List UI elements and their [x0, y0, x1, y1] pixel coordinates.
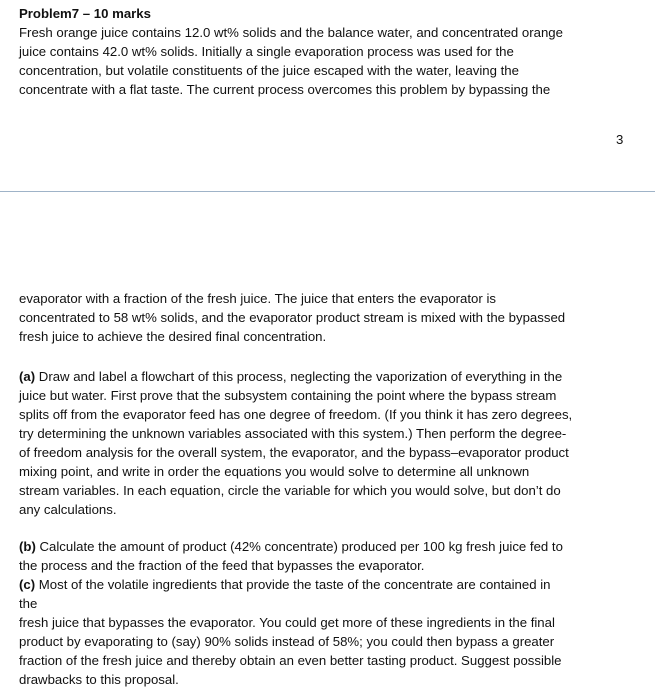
part-b-text: Calculate the amount of product (42% concentrate) produced per 100 kg fresh juice fed to: [35, 539, 563, 554]
text-line: the: [19, 596, 38, 611]
problem-title: Problem7 – 10 marks: [19, 6, 151, 21]
text-line: concentrate with a flat taste. The current process overcomes this problem by bypassing the: [19, 82, 551, 97]
part-c-first-line: [19, 575, 631, 594]
part-a-label: (a): [19, 369, 36, 384]
text-line: product by evaporating to (say) 90% solids instead of 58%; you could then bypass a greater: [19, 634, 555, 649]
text-line: drawbacks to this proposal.: [19, 672, 179, 687]
text-line: try determining the unknown variables associated with this system.) Then perform the degree-: [19, 426, 567, 441]
part-c-label: (c): [19, 577, 36, 592]
part-a-text: Draw and label a flowchart of this process, neglecting the vaporization of everything in the: [35, 369, 563, 384]
text-line: stream variables. In each equation, circle the variable for which you would solve, but don’t do: [19, 483, 561, 498]
text-line: evaporator with a fraction of the fresh juice. The juice that enters the evaporator is: [19, 291, 496, 306]
text-line: fresh juice that bypasses the evaporator. You could get more of these ingredients in the final: [19, 615, 555, 630]
text-line: juice contains 42.0 wt% solids. Initially a single evaporation process was used for the: [19, 44, 514, 59]
text-line: Fresh orange juice contains 12.0 wt% solids and the balance water, and concentrated orange: [19, 25, 563, 40]
text-line: juice but water. First prove that the subsystem containing the point where the bypass stream: [19, 388, 557, 403]
parts-b-c-paragraph: [19, 537, 631, 689]
text-line: concentrated to 58 wt% solids, and the evaporator product stream is mixed with the bypassed: [19, 310, 566, 325]
text-line: mixing point, and write in order the equations you would solve to determine all unknown: [19, 464, 530, 479]
text-line: fresh juice to achieve the desired final concentration.: [19, 329, 327, 344]
document-page-1: [0, 0, 655, 190]
text-line: of freedom analysis for the overall system, the evaporator, and the bypass–evaporator product: [19, 445, 569, 460]
part-b-first-line: [19, 537, 631, 556]
part-b-label: (b): [19, 539, 36, 554]
text-line: the process and the fraction of the feed that bypasses the evaporator.: [19, 558, 425, 573]
part-c-text: Most of the volatile ingredients that provide the taste of the concentrate are contained in: [35, 577, 551, 592]
part-a-first-line: [19, 367, 631, 386]
problem-intro-paragraph: [19, 23, 631, 99]
part-a-paragraph: [19, 367, 631, 519]
text-line: concentration, but volatile constituents of the juice escaped with the water, leaving the: [19, 63, 519, 78]
text-line: any calculations.: [19, 502, 117, 517]
page-number: 3: [616, 132, 624, 147]
problem-heading-block: [19, 4, 631, 23]
text-line: fraction of the fresh juice and thereby obtain an even better tasting product. Suggest possible: [19, 653, 562, 668]
text-line: splits off from the evaporator feed has one degree of freedom. (If you think it has zero degrees,: [19, 407, 573, 422]
process-description-paragraph: [19, 289, 631, 346]
page-break-divider: [0, 191, 655, 192]
